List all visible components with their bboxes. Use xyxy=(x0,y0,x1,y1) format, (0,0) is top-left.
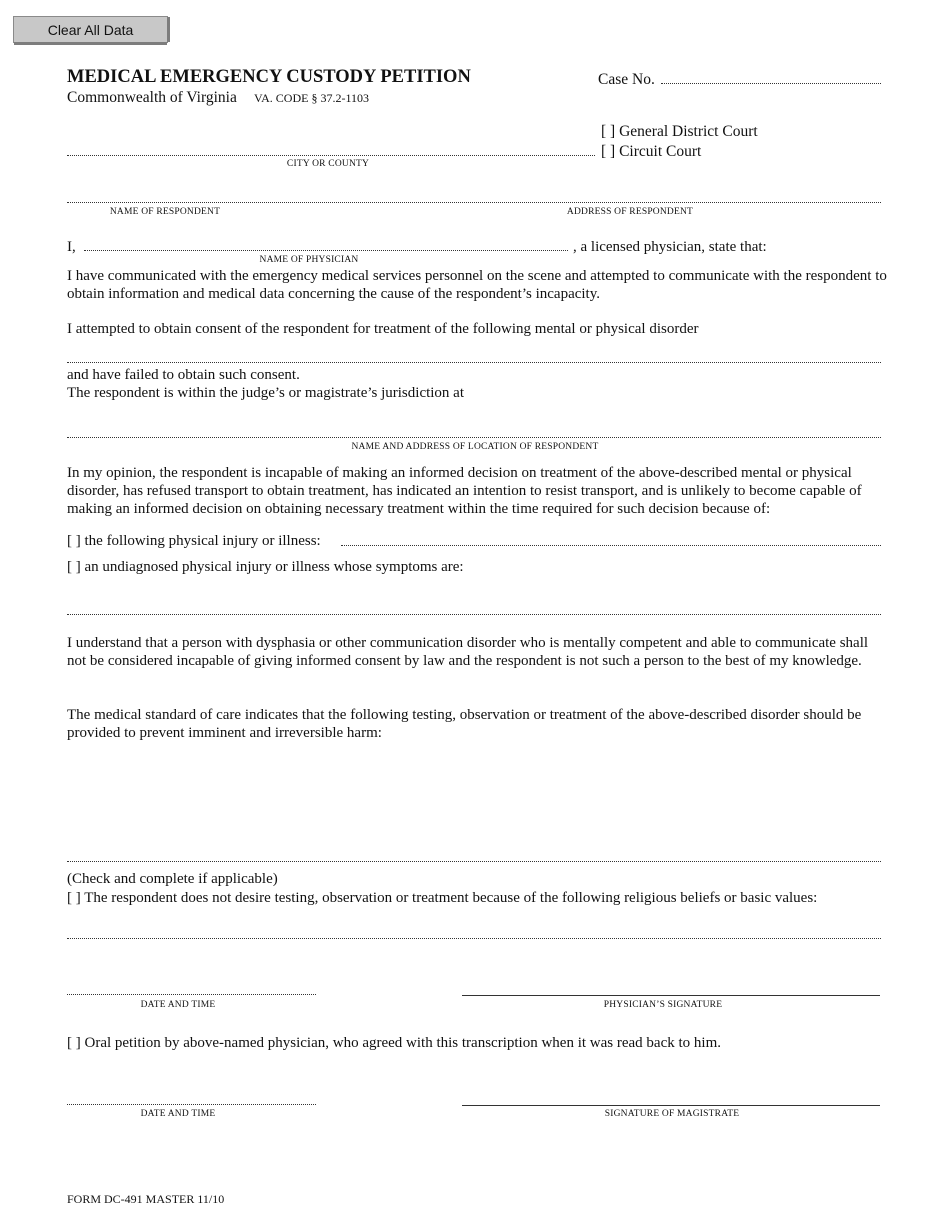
physician-signature-caption: PHYSICIAN’S SIGNATURE xyxy=(603,1000,723,1010)
consent-paragraph: I attempted to obtain consent of the respondent for treatment of the following mental or physical disorder xyxy=(67,321,699,337)
religious-beliefs-option[interactable]: [ ] The respondent does not desire testing, observation or treatment because of the following religious beliefs or basic values: xyxy=(67,890,818,906)
magistrate-signature-caption: SIGNATURE OF MAGISTRATE xyxy=(604,1109,740,1119)
case-number-field[interactable] xyxy=(661,83,881,84)
physician-prefix: I, xyxy=(67,239,76,255)
location-field[interactable] xyxy=(67,437,881,438)
physician-name-field[interactable] xyxy=(84,250,568,251)
respondent-field[interactable] xyxy=(67,202,881,203)
city-county-field[interactable] xyxy=(67,155,595,156)
date-time-caption-1: DATE AND TIME xyxy=(140,1000,216,1010)
opinion-paragraph: In my opinion, the respondent is incapable of making an informed decision on treatment of the above-described mental or physical disorder, has refused transport to obtain treatment, has indicated an intention to resist transport, and is unlikely to become capable of making an informed decision on obtaining necessary treatment within the time required for such decision because of: xyxy=(67,465,862,517)
circuit-court-option[interactable]: [ ] Circuit Court xyxy=(601,143,702,160)
physician-signature-field[interactable] xyxy=(462,995,880,996)
undiagnosed-option[interactable]: [ ] an undiagnosed physical injury or illness whose symptoms are: xyxy=(67,559,464,575)
date-time-field-2[interactable] xyxy=(67,1104,316,1105)
physical-injury-field[interactable] xyxy=(341,545,881,546)
state-name: Commonwealth of Virginia xyxy=(67,89,237,106)
dysphasia-paragraph: I understand that a person with dysphasia or other communication disorder who is mentally competent and able to communicate shall not be considered incapable of giving informed consent by law and the respondent is not such a person to the best of my knowledge. xyxy=(67,635,869,669)
clear-all-data-button[interactable] xyxy=(13,16,168,43)
city-county-caption: CITY OR COUNTY xyxy=(286,159,370,169)
location-caption: NAME AND ADDRESS OF LOCATION OF RESPONDENT xyxy=(351,442,599,452)
physical-injury-option[interactable]: [ ] the following physical injury or illness: xyxy=(67,533,321,549)
physician-name-caption: NAME OF PHYSICIAN xyxy=(259,255,359,265)
failed-consent-text: and have failed to obtain such consent. xyxy=(67,367,300,383)
clear-all-data-label: Clear All Data xyxy=(47,21,134,38)
oral-petition-option[interactable]: [ ] Oral petition by above-named physician, who agreed with this transcription when it was read back to him. xyxy=(67,1035,721,1051)
check-applicable-text: (Check and complete if applicable) xyxy=(67,871,278,887)
standard-of-care-paragraph: The medical standard of care indicates that the following testing, observation or treatment of the above-described disorder should be provided to prevent imminent and irreversible harm: xyxy=(67,707,862,741)
standard-of-care-field[interactable] xyxy=(67,861,881,862)
case-number-label: Case No. xyxy=(598,71,655,88)
date-time-field-1[interactable] xyxy=(67,994,316,995)
communicated-paragraph: I have communicated with the emergency medical services personnel on the scene and attempted to communicate with the respondent to obtain information and medical data concerning the cause of the respondent’s incapacity. xyxy=(67,268,887,302)
symptoms-field[interactable] xyxy=(67,614,881,615)
religious-beliefs-field[interactable] xyxy=(67,938,881,939)
magistrate-signature-field[interactable] xyxy=(462,1105,880,1106)
va-code: VA. CODE § 37.2-1103 xyxy=(254,91,370,105)
form-id: FORM DC-491 MASTER 11/10 xyxy=(67,1192,225,1206)
disorder-field[interactable] xyxy=(67,362,881,363)
date-time-caption-2: DATE AND TIME xyxy=(140,1109,216,1119)
physician-suffix: , a licensed physician, state that: xyxy=(573,239,767,255)
jurisdiction-text: The respondent is within the judge’s or magistrate’s jurisdiction at xyxy=(67,385,465,401)
respondent-name-caption: NAME OF RESPONDENT xyxy=(109,207,221,217)
respondent-address-caption: ADDRESS OF RESPONDENT xyxy=(566,207,694,217)
page-title: MEDICAL EMERGENCY CUSTODY PETITION xyxy=(67,67,471,87)
general-district-court-option[interactable]: [ ] General District Court xyxy=(601,123,758,140)
